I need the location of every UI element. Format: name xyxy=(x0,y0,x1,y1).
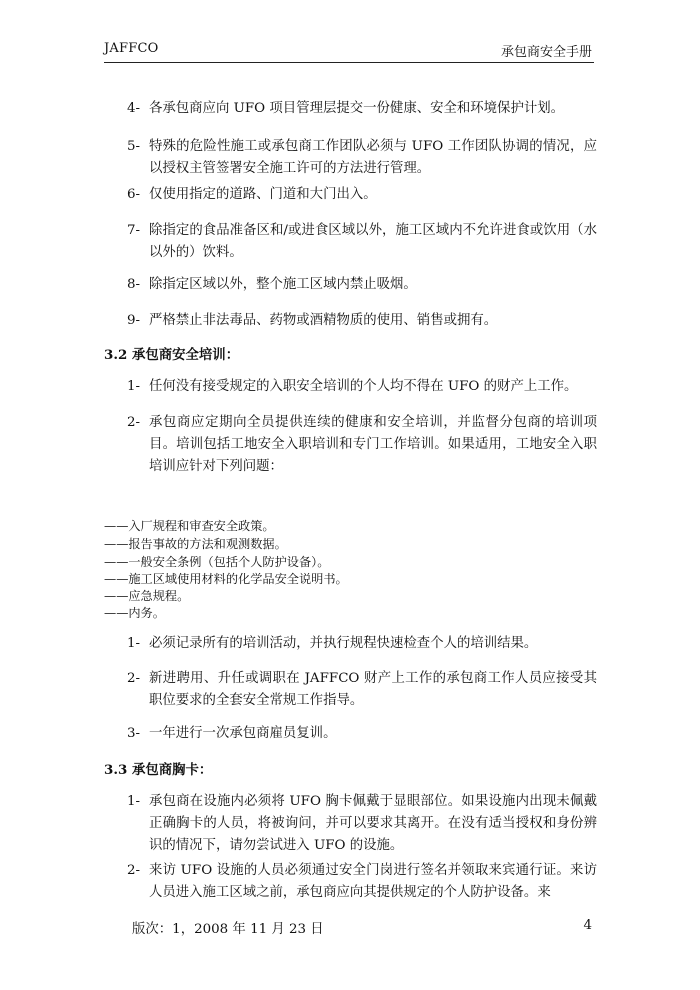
item-number: 2- xyxy=(127,863,141,878)
item-number: 4- xyxy=(127,101,141,116)
item-number: 3- xyxy=(127,726,141,741)
item-number: 1- xyxy=(127,379,141,394)
item-text: 除指定的食品准备区和/或进食区域以外，施工区域内不允许进食或饮用（水以外的）饮料。 xyxy=(149,223,597,260)
item-number: 2- xyxy=(127,671,141,686)
item-number: 2- xyxy=(127,415,141,430)
list-item xyxy=(127,860,597,904)
list-item xyxy=(127,412,597,478)
footer-edition: 版次：1，2008 年 11 月 23 日 xyxy=(132,922,324,937)
item-text: 新进聘用、升任或调职在 JAFFCO 财产上工作的承包商工作人员应接受其职位要求的全套安全常规工作指导。 xyxy=(149,671,597,708)
list-item xyxy=(127,723,597,745)
list-item xyxy=(127,633,597,655)
list-item xyxy=(127,98,597,120)
header-rule xyxy=(104,62,594,63)
item-number: 1- xyxy=(127,794,141,809)
item-text: 任何没有接受规定的入职安全培训的个人均不得在 UFO 的财产上工作。 xyxy=(149,379,578,394)
item-text: 一年进行一次承包商雇员复训。 xyxy=(149,726,337,741)
dash-list-item: ——应急规程。 xyxy=(104,589,190,603)
list-item xyxy=(127,668,597,712)
list-item xyxy=(127,220,597,264)
item-number: 9- xyxy=(127,313,141,328)
dash-list-item: ——入厂规程和审查安全政策。 xyxy=(104,519,275,533)
list-item xyxy=(127,274,597,296)
item-number: 1- xyxy=(127,636,141,651)
dash-list-item: ——内务。 xyxy=(104,606,165,620)
item-text: 来访 UFO 设施的人员必须通过安全门岗进行签名并领取来宾通行证。来访人员进入施工区域之前，承包商应向其提供规定的个人防护设备。来 xyxy=(149,863,597,900)
list-item xyxy=(127,184,597,206)
header-company: JAFFCO xyxy=(104,41,159,56)
list-item xyxy=(127,136,597,180)
item-text: 严格禁止非法毒品、药物或酒精物质的使用、销售或拥有。 xyxy=(149,313,498,328)
section-heading-3-2: 3.2 承包商安全培训： xyxy=(104,347,240,363)
item-text: 仅使用指定的道路、门道和大门出入。 xyxy=(149,187,377,202)
dash-list-item: ——一般安全条例（包括个人防护设备）。 xyxy=(104,555,330,569)
page-number: 4 xyxy=(583,918,592,933)
item-number: 5- xyxy=(127,139,141,154)
list-item xyxy=(127,791,597,857)
item-text: 承包商在设施内必须将 UFO 胸卡佩戴于显眼部位。如果设施内出现未佩戴正确胸卡的人员，将被询问，并可以要求其离开。在没有适当授权和身份辨识的情况下，请勿尝试进入 UFO 的设施。 xyxy=(149,794,597,853)
item-text: 承包商应定期向全员提供连续的健康和安全培训，并监督分包商的培训项目。培训包括工地安全入职培训和专门工作培训。如果适用，工地安全入职培训应针对下列问题： xyxy=(149,415,597,474)
item-number: 8- xyxy=(127,277,141,292)
item-text: 特殊的危险性施工或承包商工作团队必须与 UFO 工作团队协调的情况，应以授权主管签署安全施工许可的方法进行管理。 xyxy=(149,139,597,176)
item-text: 各承包商应向 UFO 项目管理层提交一份健康、安全和环境保护计划。 xyxy=(149,101,565,116)
item-text: 除指定区域以外，整个施工区域内禁止吸烟。 xyxy=(149,277,417,292)
dash-list-item: ——报告事故的方法和观测数据。 xyxy=(104,537,287,551)
header-manual-title: 承包商安全手册 xyxy=(500,45,592,60)
item-number: 6- xyxy=(127,187,141,202)
dash-list-item: ——施工区域使用材料的化学品安全说明书。 xyxy=(104,572,348,586)
section-heading-3-3: 3.3 承包商胸卡： xyxy=(104,762,213,778)
item-text: 必须记录所有的培训活动，并执行规程快速检查个人的培训结果。 xyxy=(149,636,538,651)
item-number: 7- xyxy=(127,223,141,238)
list-item xyxy=(127,310,597,332)
list-item xyxy=(127,376,597,398)
